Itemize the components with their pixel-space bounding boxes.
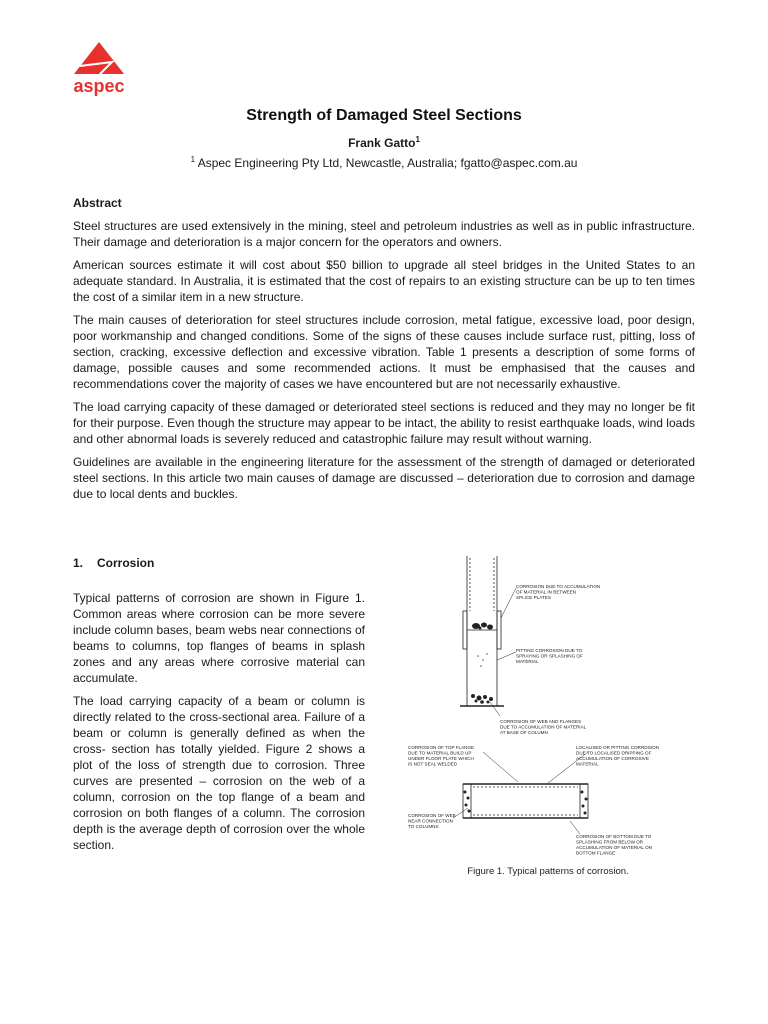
section-body bbox=[73, 590, 365, 860]
label-bottom: CORROSION OF BOTTOM DUE TO SPLASHING FROM BELOW OR ACCUMULATION OF MATERIAL ON BOTTOM FLANGE bbox=[576, 834, 652, 856]
abstract-paragraph: Guidelines are available in the engineering literature for the assessment of the strength of damaged or deteriorated steel sections. In this article two main causes of damage are discussed – deterioration due to corrosion and damage due to local dents and buckles. bbox=[73, 455, 695, 501]
abstract-paragraph: The main causes of deterioration for steel structures include corrosion, metal fatigue, excessive load, poor design, poor workmanship and changed conditions. Some of the signs of these causes include surface rust, pitting, loss of section, cracking, excessive deflection and excessive vibration. Table 1 presents a description of some forms of damage, possible causes and some recommended actions. It must be emphasised that the causes and recommendations cover the majority of cases we have encountered but are not necessarily exhaustive. bbox=[73, 313, 695, 391]
author-name: Frank Gatto bbox=[348, 136, 416, 150]
section-number: 1. bbox=[73, 556, 84, 570]
label-top-flange: CORROSION OF TOP FLANGE DUE TO MATERIAL BUILD UP UNDER FLOOR PLATE WHICH IS NOT SEAL WELDED bbox=[408, 745, 475, 767]
label-web-connection: CORROSION OF WEB NEAR CONNECTION TO COLUMNS bbox=[408, 813, 456, 829]
label-base: CORROSION OF WEB AND FLANGES DUE TO ACCUMULATION OF MATERIAL AT BASE OF COLUMN bbox=[500, 719, 587, 735]
section-paragraph: The load carrying capacity of a beam or column is directly related to the cross-sectional area. Failure of a beam or column is generally defined as when the cross- section has totally yielded. Figure 2 shows a plot of the loss of strength due to corrosion. Three curves are presented – corrosion on the web of a column, corrosion on the top flange of a beam and corrosion on both flanges of a column. The corrosion depth is the average depth of corrosion over the whole section. bbox=[73, 694, 365, 852]
section-heading bbox=[73, 556, 154, 570]
author-line bbox=[0, 135, 768, 150]
figure-caption: Figure 1. Typical patterns of corrosion. bbox=[467, 866, 629, 877]
label-localised: LOCALISED OR PITTING CORROSION DUE TO LOCALISED DRIPPING OF ACCUMULATION OF CORROSIVE MATERIAL bbox=[576, 745, 659, 767]
aspec-logo bbox=[66, 40, 132, 96]
abstract-paragraph: Steel structures are used extensively in the mining, steel and petroleum industries as well as in public infrastructure. Their damage and deterioration is a major concern for the operators and owners. bbox=[73, 219, 695, 249]
figure-1 bbox=[398, 556, 698, 886]
abstract-paragraph: American sources estimate it will cost about $50 billion to upgrade all steel bridges in the United States to an adequate standard. In Australia, it is estimated that the cost of repairs to an existing structure can be up to ten times the cost of a similar item in a new structure. bbox=[73, 258, 695, 304]
paper-title: Strength of Damaged Steel Sections bbox=[246, 107, 522, 124]
affiliation-superscript: 1 bbox=[190, 155, 196, 164]
section-title: Corrosion bbox=[97, 556, 155, 570]
abstract-body bbox=[73, 218, 695, 509]
affiliation-text: Aspec Engineering Pty Ltd, Newcastle, Australia; fgatto@aspec.com.au bbox=[195, 156, 578, 170]
affiliation-line bbox=[0, 155, 768, 170]
section-paragraph: Typical patterns of corrosion are shown in Figure 1. Common areas where corrosion can be more severe include column bases, beam webs near connections of beams to columns, top flanges of beams in splash zones and any areas where corrosive material can accumulate. bbox=[73, 591, 365, 685]
label-splice: CORROSION DUE TO ACCUMULATION OF MATERIAL IN BETWEEN SPLICE PLATES bbox=[516, 584, 601, 600]
author-superscript: 1 bbox=[415, 135, 420, 144]
label-pitting: PITTING CORROSION DUE TO SPRAYING OR SPLASHING OF MATERIAL bbox=[516, 648, 583, 664]
abstract-paragraph: The load carrying capacity of these damaged or deteriorated steel sections is reduced and they may no longer be fit for their purpose. Even though the structure may appear to be intact, the ability to resist earthquake loads, wind loads and other abnormal loads is severely reduced and catastrophic failure may result without warning. bbox=[73, 400, 695, 446]
logo-triangle-icon bbox=[66, 40, 132, 76]
corrosion-diagram bbox=[398, 556, 698, 866]
logo-text: aspec bbox=[73, 76, 125, 96]
abstract-heading: Abstract bbox=[73, 196, 122, 210]
